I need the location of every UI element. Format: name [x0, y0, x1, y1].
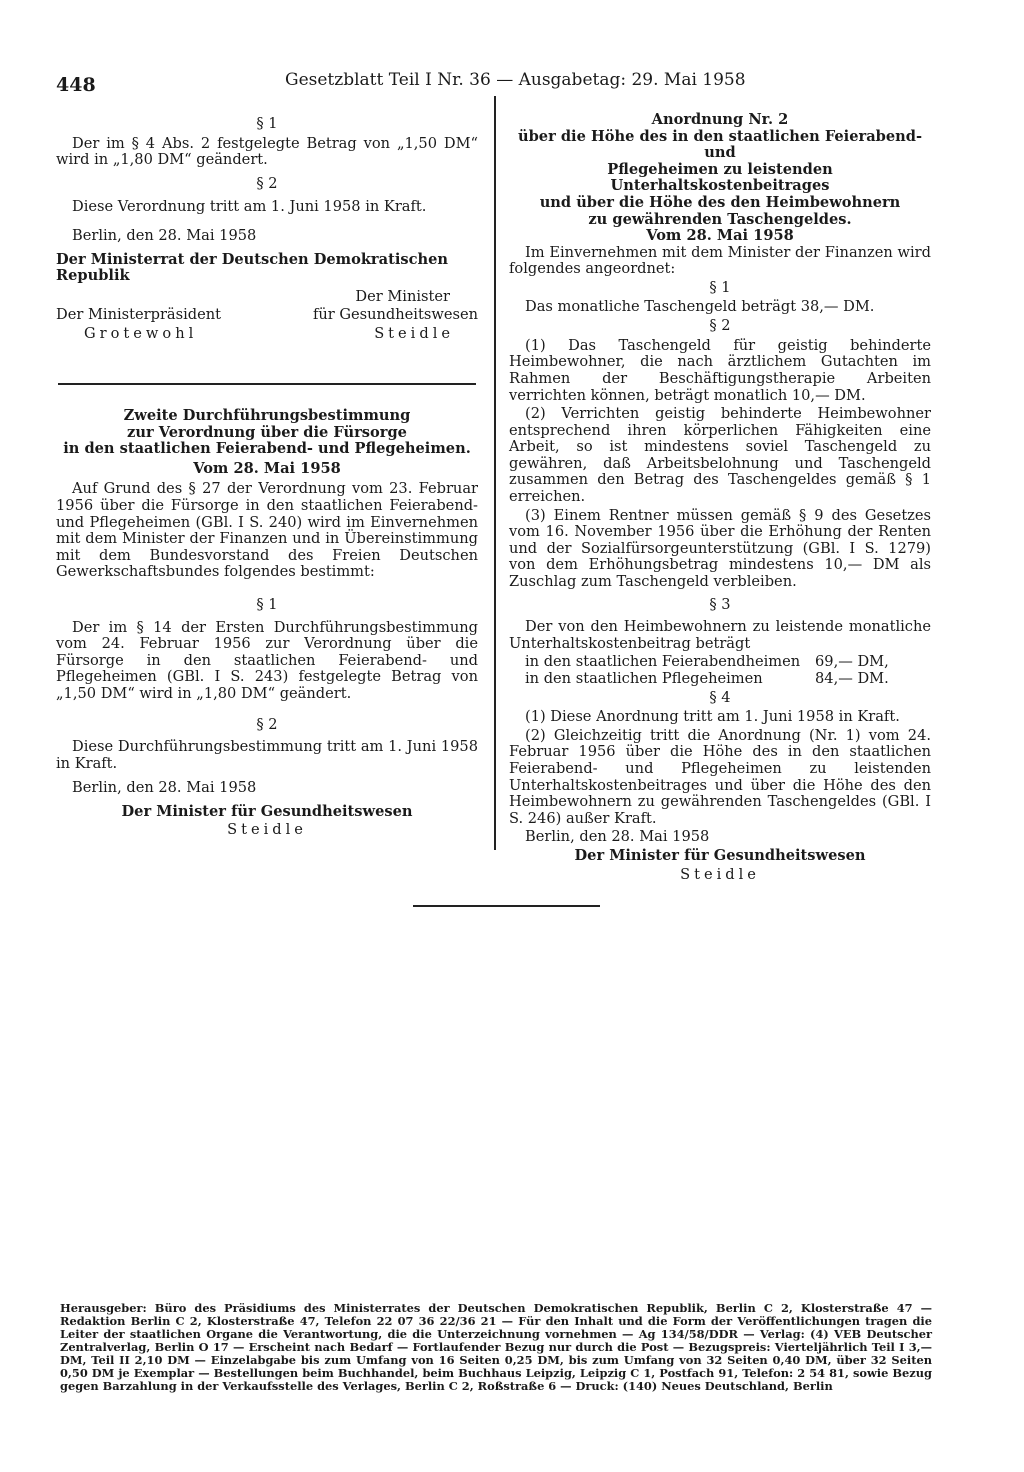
paragraph: (2) Verrichten geistig behinderte Heimbewohner entsprechend ihren körperlichen Fähigkeiten eine Arbeit, so ist mindestens soviel Taschengeld zu gewähren, daß Arbeitsbelohnung und Taschengeld zusammen den Betrag des Taschengeldes gemäß § 1 erreichen.	[509, 405, 931, 506]
section-heading: § 1	[256, 595, 278, 613]
signer-title: Der Minister für Gesundheitswesen	[121, 802, 413, 820]
column-divider	[494, 96, 496, 850]
signer-title: Der Minister für Gesundheitswesen	[574, 846, 866, 864]
paragraph: (1) Diese Anordnung tritt am 1. Juni 1958 in Kraft.	[525, 708, 900, 726]
signer-title: Der Minister	[355, 287, 450, 305]
document-date: Vom 28. Mai 1958	[193, 459, 341, 477]
paragraph: Diese Verordnung tritt am 1. Juni 1958 in Kraft.	[72, 198, 427, 216]
signature-row	[56, 326, 478, 343]
left-lower-section	[56, 408, 478, 839]
document-title: über die Höhe des in den staatlichen Feierabend- und	[517, 127, 923, 162]
document-title: in den staatlichen Feierabend- und Pflegeheimen.	[63, 440, 471, 458]
paragraph: (2) Gleichzeitig tritt die Anordnung (Nr. 1) vom 24. Februar 1956 über die Höhe des in den staatlichen Feierabend- und Pflegeheimen zu leistenden Unterhaltskostenbeitrages und über die Höhe des den Heimbewohnern zu gewährenden Taschengeldes (GBl. I S. 246) außer Kraft.	[509, 726, 931, 827]
document-title: Zweite Durchführungsbestimmung	[123, 407, 411, 424]
document-title: zur Verordnung über die Fürsorge	[127, 423, 407, 441]
signer-title: für Gesundheitswesen	[312, 306, 478, 324]
document-title: und über die Höhe des den Heimbewohnern	[539, 193, 901, 211]
section-heading: § 4	[709, 688, 731, 706]
left-upper-section	[56, 116, 478, 343]
paragraph: (3) Einem Rentner müssen gemäß § 9 des Gesetzes vom 16. November 1956 über die Erhöhung der Renten und der Sozialfürsorgeunterstützung (GBl. I S. 1279) von dem Erhöhungsbetrag mindestens 10,— DM als Zuschlag zum Taschengeld verbleiben.	[509, 506, 931, 591]
document-title: Anordnung Nr. 2	[651, 111, 789, 128]
signer-name: Steidle	[680, 865, 760, 883]
paragraph: (1) Das Taschengeld für geistig behinderte Heimbewohner, die nach ärztlichem Gutachten im Rahmen der Beschäftigungstherapie Arbeiten verrichten können, beträgt monatlich 10,— DM.	[509, 336, 931, 404]
signature-row	[56, 307, 478, 324]
section-heading: § 2	[709, 317, 731, 335]
signer-name: Steidle	[374, 324, 454, 342]
table-row	[509, 671, 931, 688]
right-column	[509, 112, 931, 883]
table-row	[509, 654, 931, 671]
section-rule	[58, 383, 476, 385]
signer-title: Der Ministerpräsident	[56, 306, 222, 324]
paragraph: Diese Durchführungsbestimmung tritt am 1. Juni 1958 in Kraft.	[56, 738, 478, 772]
document-title: Pflegeheimen zu leistenden Unterhaltskostenbeitrages	[607, 160, 833, 195]
place-date: Berlin, den 28. Mai 1958	[72, 779, 257, 797]
signer-name: Steidle	[227, 821, 307, 839]
table-value: 84,— DM.	[815, 670, 889, 687]
end-rule	[413, 905, 600, 907]
place-date: Berlin, den 28. Mai 1958	[525, 828, 710, 846]
paragraph: Der im § 14 der Ersten Durchführungsbestimmung vom 24. Februar 1956 zur Verordnung über die Fürsorge in den staatlichen Feierabend- und Pflegeheimen (GBl. I S. 243) festgelegte Betrag von „1,50 DM“ wird in „1,80 DM“ geändert.	[56, 618, 478, 702]
table-label: in den staatlichen Pflegeheimen	[525, 670, 763, 687]
table-label: in den staatlichen Feierabendheimen	[525, 653, 801, 671]
section-heading: § 2	[256, 715, 278, 733]
page-number: 448	[56, 74, 96, 96]
paragraph: Im Einvernehmen mit dem Minister der Finanzen wird folgendes angeordnet:	[509, 243, 931, 278]
section-heading: § 2	[256, 174, 278, 192]
document-title: zu gewährenden Taschengeldes.	[588, 210, 852, 228]
place-date: Berlin, den 28. Mai 1958	[72, 226, 257, 244]
paragraph: Der im § 4 Abs. 2 festgelegte Betrag von „1,50 DM“ wird in „1,80 DM“ geändert.	[56, 134, 478, 169]
gazette-header: Gesetzblatt Teil I Nr. 36 — Ausgabetag: 29. Mai 1958	[285, 70, 746, 90]
issuing-authority: Der Ministerrat der Deutschen Demokratischen Republik	[56, 250, 448, 285]
imprint-footer: Herausgeber: Büro des Präsidiums des Ministerrates der Deutschen Demokratischen Republik, Berlin C 2, Klosterstraße 47 — Redaktion Berlin C 2, Klosterstraße 47, Telefon 22 07 36 22/36 21 — Für den Inhalt und die Form der Veröffentlichungen tragen die Leiter der staatlichen Organe die Verantwortung, die die Unterzeichnung vornehmen — Ag 134/58/DDR — Verlag: (4) VEB Deutscher Zentralverlag, Berlin O 17 — Erscheint nach Bedarf — Fortlaufender Bezug nur durch die Post — Bezugspreis: Vierteljährlich Teil I 3,— DM, Teil II 2,10 DM — Einzelabgabe bis zum Umfang von 16 Seiten 0,25 DM, bis zum Umfang von 32 Seiten 0,40 DM, über 32 Seiten 0,50 DM je Exemplar — Bestellungen beim Buchhandel, beim Buchhaus Leipzig, Leipzig C 1, Postfach 91, Telefon: 2 54 81, sowie Bezug gegen Barzahlung in der Verkaufsstelle des Verlages, Berlin C 2, Roßstraße 6 — Druck: (140) Neues Deutschland, Berlin	[60, 1301, 932, 1393]
section-heading: § 1	[256, 115, 278, 132]
document-date: Vom 28. Mai 1958	[646, 227, 794, 245]
signer-name: Grotewohl	[84, 324, 198, 342]
section-heading: § 3	[709, 595, 731, 613]
paragraph: Das monatliche Taschengeld beträgt 38,— DM.	[525, 297, 875, 315]
table-value: 69,— DM,	[815, 653, 889, 671]
paragraph: Der von den Heimbewohnern zu leistende monatliche Unterhaltskostenbeitrag beträgt	[509, 618, 931, 652]
paragraph: Auf Grund des § 27 der Verordnung vom 23. Februar 1956 über die Fürsorge in den staatlichen Feierabend- und Pflegeheimen (GBl. I S. 240) wird im Einvernehmen mit dem Minister der Finanzen und in Übereinstimmung mit dem Bundesvorstand des Freien Deutschen Gewerkschaftsbundes folgendes bestimmt:	[56, 480, 478, 581]
section-heading: § 1	[709, 278, 731, 296]
